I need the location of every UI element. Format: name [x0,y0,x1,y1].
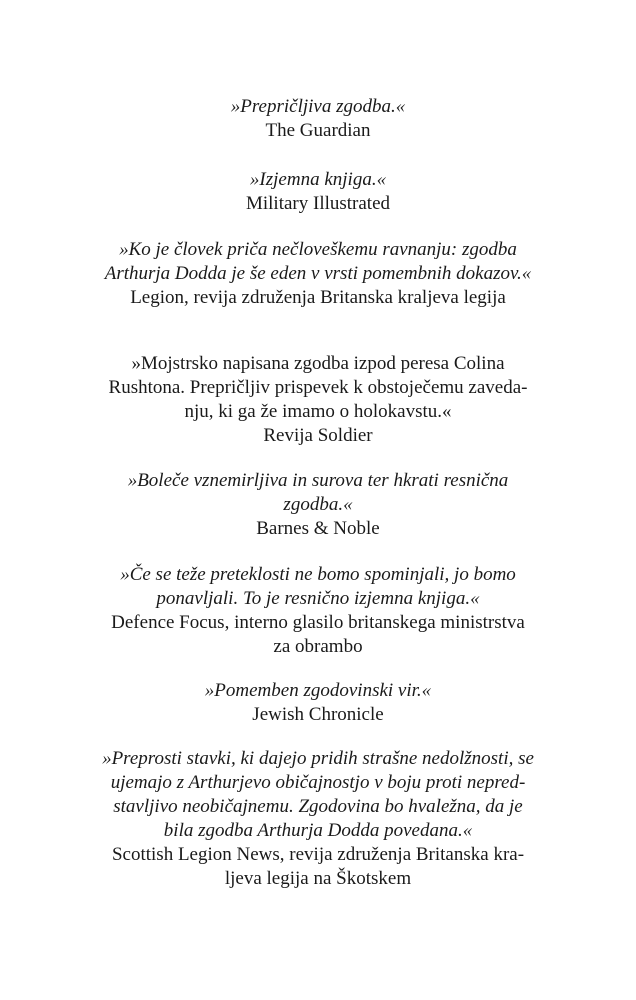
endorsement-8-quote-line-4: bila zgodba Arthurja Dodda povedana.« [163,820,473,841]
endorsement-6-source-line-2: za obrambo [273,636,363,657]
endorsement-4-quote-line-1: »Mojstrsko napisana zgodba izpod peresa Colina [131,353,505,374]
endorsement-4-source-line-1: Revija Soldier [263,425,373,446]
endorsement-4-quote-line-3: nju, ki ga že imamo o holokavstu.« [184,401,452,422]
endorsement-1-source-line-1: The Guardian [265,120,371,141]
endorsement-5-source-line-1: Barnes & Noble [256,518,380,539]
endorsement-2-quote-line-1: »Izjemna knjiga.« [249,169,387,190]
endorsement-3-quote-line-2: Arthurja Dodda je še eden v vrsti pomembnih dokazov.« [104,263,532,284]
endorsement-7-quote-line-1: »Pomemben zgodovinski vir.« [204,680,432,701]
endorsement-6-quote-line-2: ponavljali. To je resnično izjemna knjiga.« [156,588,480,609]
endorsement-8-quote-line-3: stavljivo neobičajnemu. Zgodovina bo hvaležna, da je [113,796,523,817]
endorsement-1-quote-line-1: »Prepričljiva zgodba.« [230,96,406,117]
endorsement-6-quote-line-1: »Če se teže preteklosti ne bomo spominjali, jo bomo [120,564,516,585]
endorsement-8-quote-line-1: »Preprosti stavki, ki dajejo pridih strašne nedolžnosti, se [102,748,534,769]
endorsement-5-quote-line-1: »Boleče vznemirljiva in surova ter hkrati resnična [127,470,509,491]
endorsement-6-source-line-1: Defence Focus, interno glasilo britanskega ministrstva [111,612,525,633]
endorsement-5-quote-line-2: zgodba.« [283,494,353,515]
endorsement-3-source-line-1: Legion, revija združenja Britanska kraljeva legija [130,287,506,308]
endorsement-2-source-line-1: Military Illustrated [245,193,391,214]
endorsement-7-source-line-1: Jewish Chronicle [252,704,384,725]
endorsement-8-source-line-1: Scottish Legion News, revija združenja Britanska kra- [111,844,525,865]
endorsement-8-quote-line-2: ujemajo z Arthurjevo običajnostjo v boju proti nepred- [110,772,526,793]
endorsement-8-source-line-2: ljeva legija na Škotskem [224,868,412,889]
endorsement-3-quote-line-1: »Ko je človek priča nečloveškemu ravnanju: zgodba [119,239,517,260]
endorsement-4-quote-line-2: Rushtona. Prepričljiv prispevek k obstoječemu zaveda- [108,377,528,398]
